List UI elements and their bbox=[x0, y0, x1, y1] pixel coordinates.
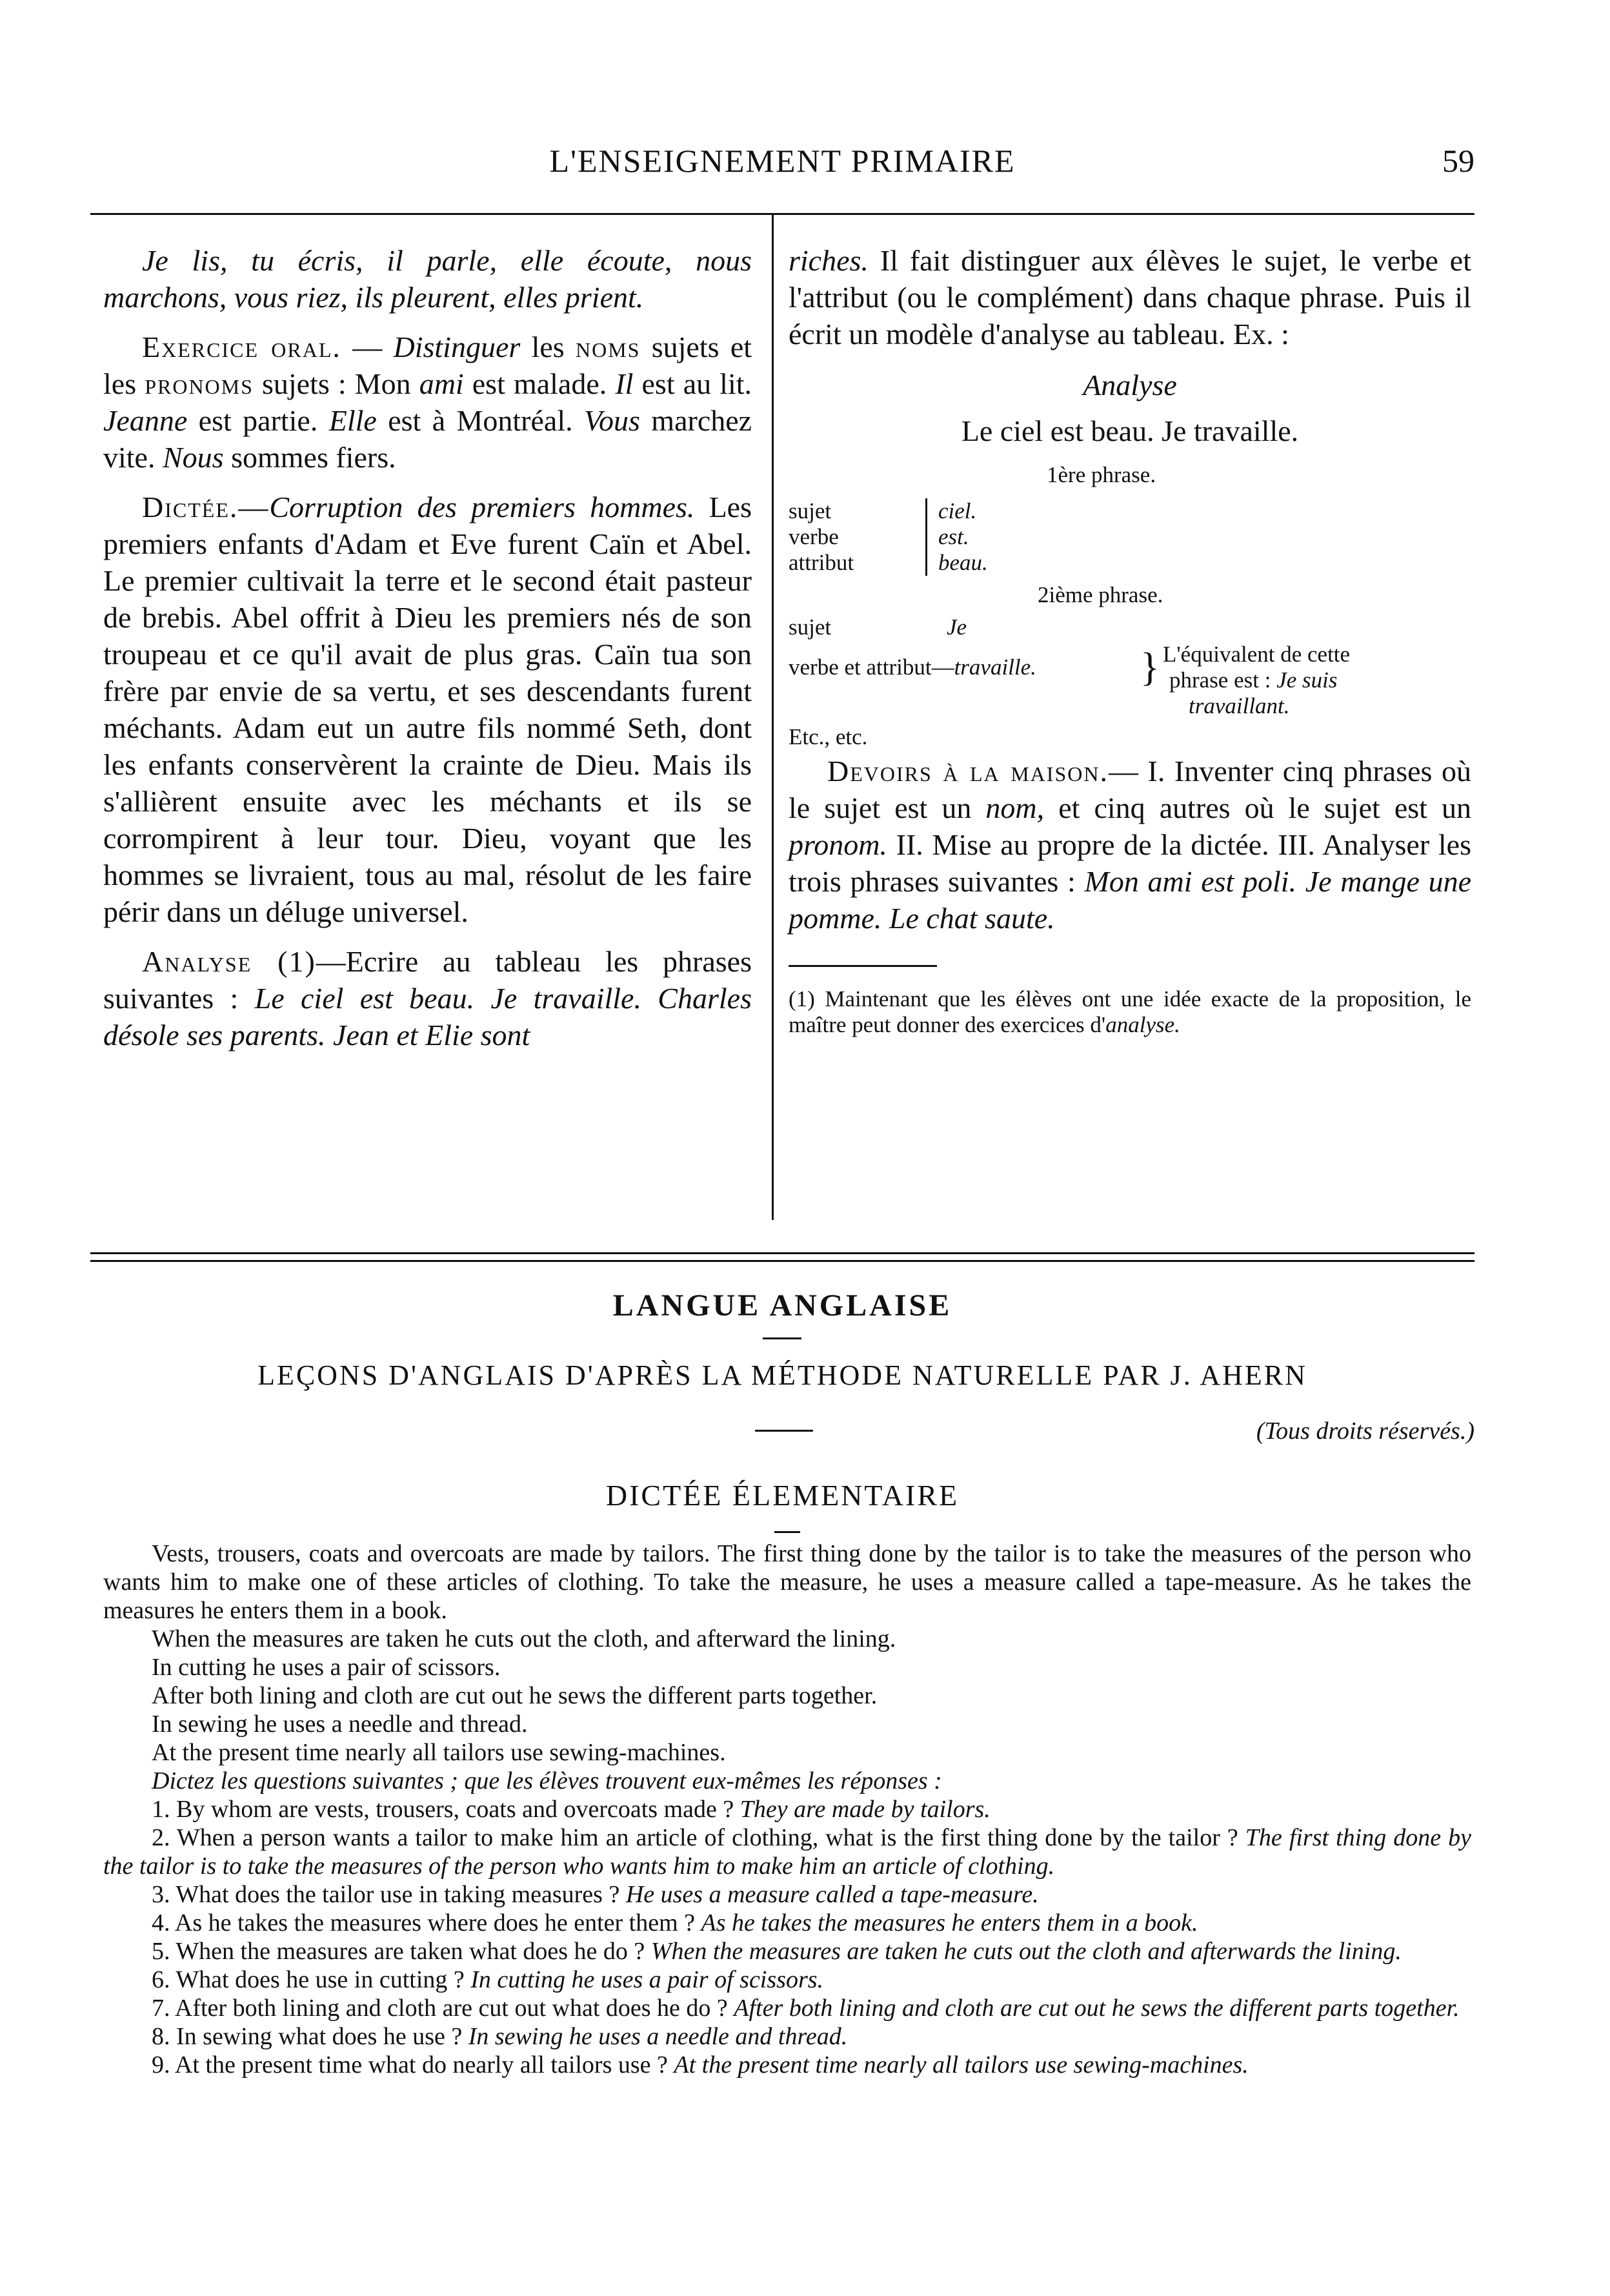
exercice-text-4: est malade. bbox=[472, 367, 607, 400]
etc-label: Etc., etc. bbox=[789, 724, 868, 749]
word-riches: riches. bbox=[789, 244, 869, 277]
question-text: 2. When a person wants a tailor to make him an article of clothing, what is the first thing done by the tailor ? bbox=[152, 1824, 1238, 1851]
exercice-text-9: sommes fiers. bbox=[231, 441, 396, 474]
question-text: 9. At the present time what do nearly all tailors use ? bbox=[152, 2051, 668, 2078]
word-nom: nom, bbox=[985, 791, 1045, 824]
lessons-title: LEÇONS D'ANGLAIS D'APRÈS LA MÉTHODE NATURELLE PAR J. AHERN bbox=[257, 1359, 1307, 1391]
exercice-text-6: est partie. bbox=[198, 404, 318, 437]
devoirs-label: Devoirs à la maison. bbox=[827, 755, 1109, 787]
equivalent-line-1: L'équivalent de cette bbox=[1163, 642, 1351, 667]
footnote-text: (1) Maintenant que les élèves ont une idée exacte de la proposition, le maître peut donner des exercices d' bbox=[789, 986, 1471, 1037]
running-title: L'ENSEIGNEMENT PRIMAIRE bbox=[549, 143, 1016, 179]
dictation-line: When the measures are taken he cuts out the cloth, and afterward the lining. bbox=[152, 1625, 896, 1652]
dictation-line: In sewing he uses a needle and thread. bbox=[152, 1711, 528, 1738]
question-text: 1. By whom are vests, trousers, coats and overcoats made ? bbox=[152, 1796, 734, 1823]
answer-text: After both lining and cloth are cut out he sews the different parts together. bbox=[734, 1995, 1460, 2022]
answer-text: He uses a measure called a tape-measure. bbox=[625, 1881, 1039, 1908]
noms-label: noms bbox=[575, 330, 641, 363]
left-column bbox=[103, 242, 752, 1053]
question-text: 6. What does he use in cutting ? bbox=[152, 1966, 465, 1993]
column-divider bbox=[772, 213, 774, 1220]
question-item bbox=[103, 1937, 1471, 1966]
dictation-instruction: Dictez les questions suivantes ; que les élèves trouvent eux-mêmes les réponses : bbox=[152, 1767, 942, 1794]
dictation-line: At the present time nearly all tailors use sewing-machines. bbox=[152, 1739, 726, 1766]
right-column bbox=[789, 242, 1471, 1038]
word-est: est. bbox=[938, 524, 969, 549]
word-vous: Vous bbox=[584, 404, 640, 437]
label-sujet: sujet bbox=[789, 498, 832, 523]
page-header bbox=[90, 136, 1474, 187]
word-elle: Elle bbox=[328, 404, 377, 437]
lessons-rule bbox=[755, 1430, 813, 1432]
equivalent-text: phrase est : bbox=[1169, 667, 1271, 693]
dictation-paragraph: Vests, trousers, coats and overcoats are made by tailors. The first thing done by the tailor is to take the measures of the person who wants him to make one of these articles of clothing. To take the measure, he uses a measure called a tape-measure. As he takes the measures he enters them in a book. bbox=[103, 1540, 1471, 1624]
question-item bbox=[103, 1824, 1471, 1880]
equivalent-line-3: travaillant. bbox=[1189, 693, 1290, 718]
analyse-label: Analyse (1) bbox=[142, 945, 316, 978]
devoirs-paragraph bbox=[789, 753, 1471, 937]
answer-text: The first thing done by the tailor is to take the measures of the person who wants him to make him an article of clothing. bbox=[103, 1824, 1471, 1880]
exercice-text-2: sujets et les bbox=[103, 330, 752, 400]
word-jeanne: Jeanne bbox=[103, 404, 188, 437]
second-phrase-label: 2ième phrase. bbox=[1038, 582, 1163, 607]
footnote-italic: analyse. bbox=[1105, 1012, 1180, 1037]
word-je-suis: Je suis bbox=[1276, 667, 1338, 693]
devoirs-text-2: et cinq autres où le sujet est un bbox=[1058, 791, 1471, 824]
question-item bbox=[103, 1994, 1471, 2022]
word-travaille: travaille. bbox=[954, 655, 1036, 680]
exercice-oral: Exercice oral. — Distinguer les noms sujets et les pronoms sujets : Mon ami est malade. Il est au lit. Jeanne est partie. Elle est à Montréal. Vous marchez vite. Nous sommes fiers. bbox=[103, 330, 752, 474]
answer-text: When the measures are taken he cuts out the cloth and afterwards the lining. bbox=[650, 1938, 1402, 1965]
rights-notice: (Tous droits réservés.) bbox=[1256, 1417, 1474, 1445]
devoirs-text-1: — I. Inventer cinq phrases où le sujet est un bbox=[789, 755, 1471, 824]
devoirs-text-3: II. Mise au propre de la dictée. III. Analyser les trois phrases suivantes : bbox=[789, 828, 1471, 898]
question-text: 4. As he takes the measures where does he enter them ? bbox=[152, 1909, 696, 1936]
word-ciel: ciel. bbox=[938, 498, 977, 523]
continuation-text: Il fait distinguer aux élèves le sujet, le verbe et l'attribut (ou le complément) dans chaque phrase. Puis il écrit un modèle d'analyse au tableau. Ex. : bbox=[789, 244, 1471, 350]
dictee-elementaire-title: DICTÉE ÉLEMENTAIRE bbox=[605, 1479, 960, 1512]
analyse-sentences-left: Le ciel est beau. Je travaille. Charles désole ses parents. Jean et Elie sont bbox=[103, 982, 752, 1051]
verbs-line: Je lis, tu écris, il parle, elle écoute, nous marchons, vous riez, ils pleurent, elles prient. bbox=[103, 244, 752, 314]
question-text: 3. What does the tailor use in taking measures ? bbox=[152, 1881, 620, 1908]
word-il: Il bbox=[615, 367, 634, 400]
analyse-text: —Ecrire au tableau les phrases suivantes : bbox=[103, 945, 752, 1015]
question-item bbox=[103, 1795, 1471, 1824]
dictee-title: Corruption des premiers hommes. bbox=[269, 491, 695, 523]
english-dictation bbox=[103, 1539, 1471, 2079]
word-beau: beau. bbox=[938, 550, 988, 575]
devoirs-phrases: Mon ami est poli. Je mange une pomme. Le chat saute. bbox=[789, 865, 1472, 935]
question-text: 7. After both lining and cloth are cut out what does he do ? bbox=[152, 1995, 728, 2022]
label-verbe: verbe bbox=[789, 524, 839, 549]
answer-text: As he takes the measures he enters them in a book. bbox=[701, 1909, 1198, 1936]
question-item bbox=[103, 2022, 1471, 2051]
first-phrase-label: 1ère phrase. bbox=[1047, 462, 1156, 487]
header-rule bbox=[90, 213, 1474, 215]
page-number: 59 bbox=[1442, 143, 1474, 179]
answer-text: At the present time nearly all tailors use sewing-machines. bbox=[674, 2051, 1249, 2078]
title-underline bbox=[763, 1337, 801, 1339]
bracket-line bbox=[925, 498, 927, 576]
analyse-sentences: Le ciel est beau. Je travaille. bbox=[961, 414, 1299, 447]
answer-text: In cutting he uses a pair of scissors. bbox=[470, 1966, 824, 1993]
question-item bbox=[103, 1880, 1471, 1909]
question-text: 5. When the measures are taken what does he do ? bbox=[152, 1938, 645, 1965]
question-item bbox=[103, 2051, 1471, 2079]
equivalent-line-2 bbox=[1169, 667, 1338, 693]
dictation-line: In cutting he uses a pair of scissors. bbox=[152, 1654, 501, 1681]
section-rule-top bbox=[90, 1252, 1474, 1254]
exercice-text-3: sujets : Mon bbox=[261, 367, 411, 400]
curly-brace: } bbox=[1140, 645, 1160, 689]
word-pronom: pronom. bbox=[789, 828, 887, 861]
answer-text: In sewing he uses a needle and thread. bbox=[468, 2023, 848, 2050]
dictee-text: Les premiers enfants d'Adam et Eve furent Caïn et Abel. Le premier cultivait la terre et le second était pasteur de brebis. Abel offrit à Dieu les premiers nés de son troupeau et ce qu'il avait de plus gras. Caïn tua son frère par envie de sa vertu, et ses descendants furent méchants. Adam eut un autre fils nommé Seth, dont les enfants conservèrent la crainte de Dieu. Mais ils s'allièrent ensuite avec les méchants et ils se corrompirent à leur tour. Dieu, voyant que les hommes se livraient, tous au mal, résolut de les faire périr dans un déluge universel. bbox=[103, 491, 752, 928]
question-text: 8. In sewing what does he use ? bbox=[152, 2023, 463, 2050]
question-item bbox=[103, 1966, 1471, 1994]
analysis-diagram bbox=[789, 453, 1471, 749]
verbe-attribut-text: verbe et attribut— bbox=[789, 655, 954, 680]
exercice-text-1: les bbox=[531, 330, 565, 363]
dictee-label: Dictée.— bbox=[142, 491, 270, 523]
label-verbe-attribut bbox=[789, 655, 1036, 680]
exercice-instruction: Distinguer bbox=[393, 330, 521, 363]
word-je: Je bbox=[947, 615, 967, 640]
section-rule-bottom bbox=[90, 1260, 1474, 1262]
footnote bbox=[789, 986, 1471, 1038]
answer-text: They are made by tailors. bbox=[740, 1796, 991, 1823]
dictee-title-rule bbox=[774, 1531, 800, 1533]
dictation-line: After both lining and cloth are cut out he sews the different parts together. bbox=[152, 1682, 878, 1709]
exercice-text-5: est au lit. bbox=[641, 367, 752, 400]
question-item bbox=[103, 1909, 1471, 1937]
label-sujet-2: sujet bbox=[789, 615, 832, 640]
section-title: LANGUE ANGLAISE bbox=[612, 1288, 952, 1323]
dictee-paragraph bbox=[103, 489, 752, 930]
continuation-paragraph bbox=[789, 242, 1471, 352]
exercice-text-7: est à Montréal. bbox=[388, 404, 573, 437]
word-nous: Nous bbox=[162, 441, 224, 474]
exercice-text-8: marchez vite. bbox=[103, 404, 752, 474]
pronoms-label: pronoms bbox=[145, 367, 254, 400]
exercice-label: Exercice oral. bbox=[142, 330, 341, 363]
footnote-rule bbox=[789, 965, 937, 967]
analyse-paragraph bbox=[103, 943, 752, 1053]
analyse-heading: Analyse bbox=[1083, 369, 1177, 401]
word-ami: ami bbox=[419, 367, 464, 400]
label-attribut: attribut bbox=[789, 550, 854, 575]
